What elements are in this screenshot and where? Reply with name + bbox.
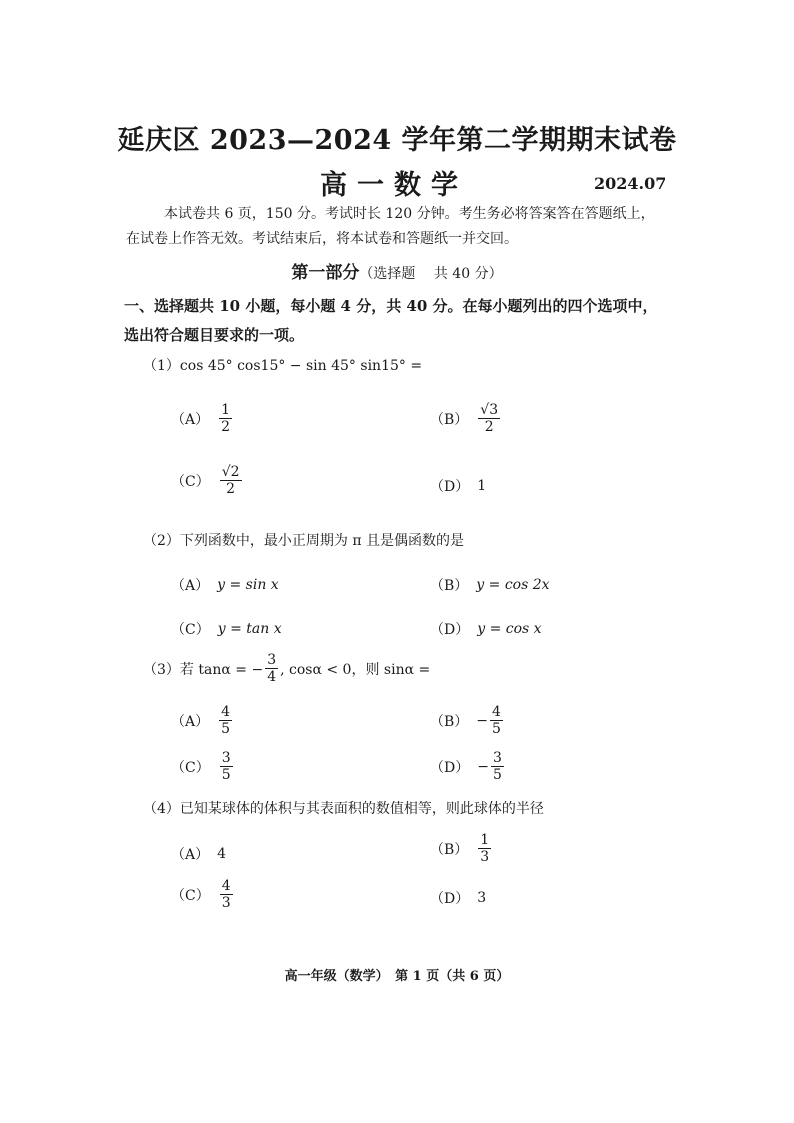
fraction-numerator: 3 [221,750,231,766]
option-fraction [220,750,233,783]
question-2-stem [143,530,464,550]
option-b [430,575,550,595]
option-d [430,750,506,783]
question-number: （4） [143,801,180,817]
fraction-denominator: 5 [492,767,502,783]
fraction-denominator: 5 [221,767,231,783]
option-fraction [219,402,232,435]
fraction-numerator: 4 [492,704,501,720]
fraction-denominator: 3 [221,895,231,911]
option-label: （C） [171,887,210,904]
exam-subject: 高一数学 [320,170,468,201]
option-label: （B） [430,578,469,594]
option-text: 4 [217,846,227,862]
option-fraction [219,704,232,737]
fraction-numerator: √2 [221,464,240,480]
fraction-denominator: 4 [267,669,277,685]
fraction-numerator: 1 [221,402,231,418]
fraction-denominator: 2 [221,419,231,435]
page-footer: 高一年级（数学） 第 1 页（共 6 页） [284,969,510,984]
option-text: 1 [477,478,487,494]
option-c [171,878,235,911]
fraction-numerator: √3 [480,402,499,418]
part-heading [0,258,794,283]
option-fraction [220,464,242,497]
option-label: （B） [430,713,469,730]
option-c [171,619,282,639]
question-text: 下列函数中，最小正周期为 π 且是偶函数的是 [179,533,465,549]
option-d [430,888,486,908]
option-c [171,750,235,783]
option-d [430,476,486,496]
fraction-denominator: 5 [492,721,501,737]
question-text-suffix: , cosα < 0，则 sinα = [280,661,431,678]
part-note: （选择题 共 40 分） [359,266,503,282]
option-label: （D） [430,622,470,638]
option-label: （B） [430,411,469,428]
exam-instructions: 本试卷共 6 页，150 分。考试时长 120 分钟。考生务必将答案答在答题纸上，在试卷上作答无效。考试结束后，将本试卷和答题纸一并交回。 [126,206,655,247]
option-label: （A） [171,847,210,863]
fraction-denominator: 2 [484,419,494,435]
option-text: y = cos 2x [476,577,550,593]
fraction-denominator: 5 [221,721,231,737]
question-3-stem [143,652,430,685]
option-fraction [220,878,233,911]
option-fraction [490,704,503,737]
option-text: y = cos x [477,621,542,637]
fraction-numerator: 3 [267,652,277,668]
option-a [171,402,234,435]
option-text: y = sin x [217,577,279,593]
option-label: （D） [430,759,470,776]
question-4-stem [143,798,544,818]
option-a [171,575,279,595]
option-label: （C） [171,473,210,490]
question-fraction [265,652,278,685]
option-sign: − [476,712,489,729]
part-title: 第一部分 [291,263,360,283]
option-label: （D） [430,479,470,495]
option-label: （A） [171,713,210,730]
question-1-stem [143,355,422,375]
option-label: （A） [171,411,210,428]
option-fraction [478,832,491,865]
option-b [430,832,493,865]
question-number: （1） [143,358,180,374]
option-label: （B） [430,841,469,858]
option-b [430,402,502,435]
option-fraction [491,750,504,783]
option-fraction [478,402,500,435]
option-sign: − [477,758,489,775]
option-label: （D） [430,891,470,907]
option-d [430,619,542,639]
option-b [430,704,505,737]
option-a [171,844,226,864]
option-text: 3 [477,890,487,906]
fraction-numerator: 3 [492,750,502,766]
option-label: （A） [171,578,210,594]
option-a [171,704,234,737]
fraction-numerator: 1 [480,832,490,848]
question-expression: cos 45° cos15° − sin 45° sin15° = [179,358,423,374]
fraction-numerator: 4 [221,878,231,894]
fraction-numerator: 4 [221,704,231,720]
section-instruction: 一、选择题共 10 小题，每小题 4 分，共 40 分。在每小题列出的四个选项中，选出符合题目要求的一项。 [124,297,658,344]
question-text: 已知某球体的体积与其表面积的数值相等，则此球体的半径 [179,801,544,817]
option-label: （C） [171,622,210,638]
fraction-denominator: 3 [480,849,490,865]
option-text: y = tan x [217,621,282,637]
question-number: （2） [143,533,180,549]
fraction-denominator: 2 [226,481,236,497]
exam-title: 延庆区 2023—2024 学年第二学期期末试卷 [117,125,677,156]
question-number: （3） [143,661,180,678]
option-label: （C） [171,759,210,776]
exam-date: 2024.07 [594,174,667,193]
option-c [171,464,244,497]
question-text-prefix: 若 tanα = − [179,661,264,678]
